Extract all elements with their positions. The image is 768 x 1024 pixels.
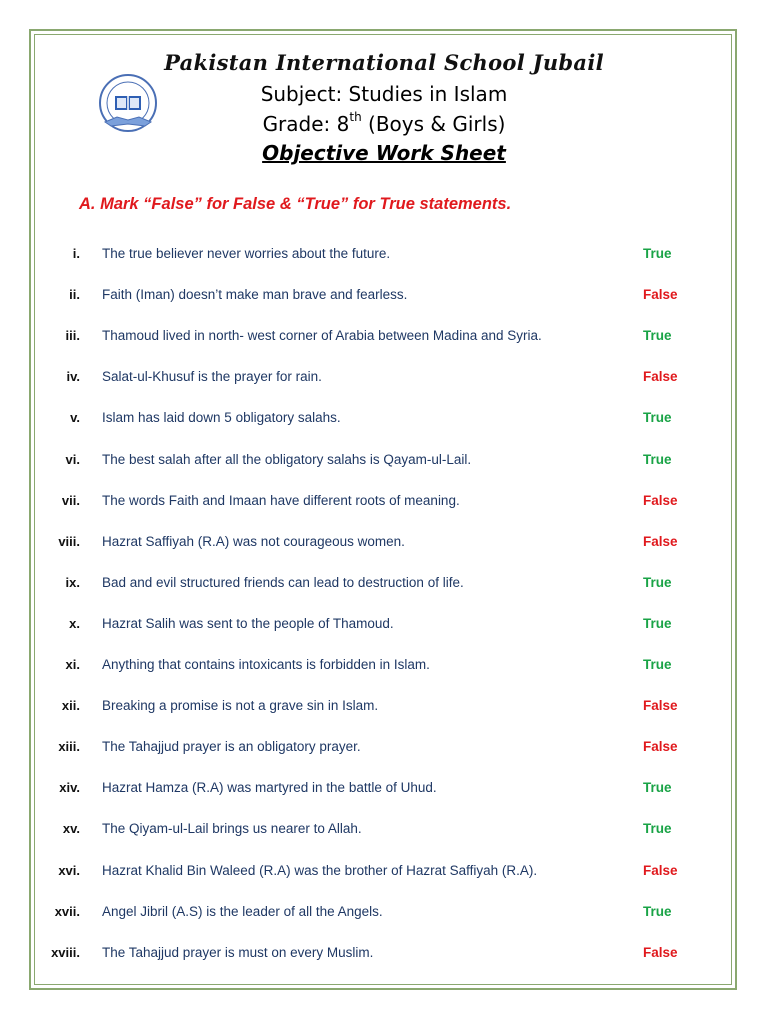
list-item <box>0 821 768 843</box>
list-item <box>0 369 768 391</box>
list-item <box>0 904 768 926</box>
item-number: xv. <box>62 821 80 837</box>
school-name: Pakistan International School Jubail <box>164 50 604 75</box>
answer-label: False <box>643 698 678 714</box>
answer-label: True <box>643 821 672 837</box>
answer-label: True <box>643 410 672 426</box>
item-number: xiv. <box>59 780 80 796</box>
item-number: iv. <box>66 369 80 385</box>
answer-label: False <box>643 739 678 755</box>
list-item <box>0 493 768 515</box>
item-number: ii. <box>69 287 80 303</box>
list-item <box>0 452 768 474</box>
item-number: xi. <box>65 657 80 672</box>
answer-label: False <box>643 492 678 508</box>
list-item <box>0 287 768 309</box>
list-item <box>0 410 768 432</box>
list-item <box>0 863 768 885</box>
answer-label: False <box>643 287 678 303</box>
list-item <box>0 945 768 967</box>
statement-text: Breaking a promise is not a grave sin in Islam. <box>102 698 379 714</box>
answer-label: False <box>643 533 678 549</box>
statement-text: Hazrat Saffiyah (R.A) was not courageous women. <box>102 533 405 549</box>
item-number: ix. <box>65 574 80 590</box>
list-item <box>0 328 768 350</box>
item-number: vii. <box>61 492 80 508</box>
item-number: viii. <box>58 533 80 549</box>
statement-text: Faith (Iman) doesn’t make man brave and fearless. <box>102 287 408 303</box>
statement-text: Islam has laid down 5 obligatory salahs. <box>102 410 341 426</box>
statement-text: Anything that contains intoxicants is forbidden in Islam. <box>102 657 430 672</box>
answer-label: False <box>643 944 678 960</box>
list-item <box>0 780 768 802</box>
list-item <box>0 246 768 268</box>
item-number: x. <box>69 615 80 631</box>
item-number: xvii. <box>54 903 80 919</box>
statement-text: The Tahajjud prayer is an obligatory prayer. <box>102 739 361 755</box>
list-item <box>0 698 768 720</box>
list-item <box>0 616 768 638</box>
subject-heading: Subject: Studies in Islam <box>260 82 508 106</box>
item-number: i. <box>72 246 80 261</box>
item-number: v. <box>70 410 80 426</box>
item-number: iii. <box>65 328 80 344</box>
section-instruction: A. Mark “False” for False & “True” for True statements. <box>79 195 512 213</box>
statement-text: Thamoud lived in north- west corner of Arabia between Madina and Syria. <box>102 328 542 344</box>
item-number: xviii. <box>51 944 80 960</box>
statement-text: Hazrat Salih was sent to the people of Thamoud. <box>102 615 394 631</box>
answer-label: True <box>643 903 672 919</box>
answer-label: False <box>643 862 678 878</box>
statement-text: Hazrat Khalid Bin Waleed (R.A) was the brother of Hazrat Saffiyah (R.A). <box>102 862 538 878</box>
item-number: vi. <box>65 451 80 467</box>
item-number: xvi. <box>58 862 80 878</box>
statement-text: The true believer never worries about the future. <box>102 246 391 261</box>
answer-label: True <box>643 328 672 344</box>
answer-label: True <box>643 246 672 261</box>
statement-text: The Tahajjud prayer is must on every Muslim. <box>102 944 374 960</box>
statement-text: The best salah after all the obligatory salahs is Qayam-ul-Lail. <box>102 451 472 467</box>
list-item <box>0 575 768 597</box>
item-number: xii. <box>61 698 80 714</box>
list-item <box>0 657 768 679</box>
list-item <box>0 534 768 556</box>
worksheet-title: Objective Work Sheet <box>262 141 506 165</box>
statement-text: Bad and evil structured friends can lead to destruction of life. <box>102 574 464 590</box>
statement-text: Salat-ul-Khusuf is the prayer for rain. <box>102 369 322 385</box>
statement-text: The Qiyam-ul-Lail brings us nearer to Allah. <box>102 821 362 837</box>
answer-label: True <box>643 574 672 590</box>
grade-heading: Grade: 8th (Boys & Girls) <box>262 110 506 136</box>
item-number: xiii. <box>58 739 80 755</box>
answer-label: True <box>643 657 672 672</box>
statement-text: The words Faith and Imaan have different roots of meaning. <box>102 492 460 508</box>
statement-text: Angel Jibril (A.S) is the leader of all the Angels. <box>102 903 383 919</box>
answer-label: True <box>643 451 672 467</box>
answer-label: True <box>643 615 672 631</box>
answer-label: False <box>643 369 678 385</box>
answer-label: True <box>643 780 672 796</box>
statement-text: Hazrat Hamza (R.A) was martyred in the battle of Uhud. <box>102 780 437 796</box>
list-item <box>0 739 768 761</box>
